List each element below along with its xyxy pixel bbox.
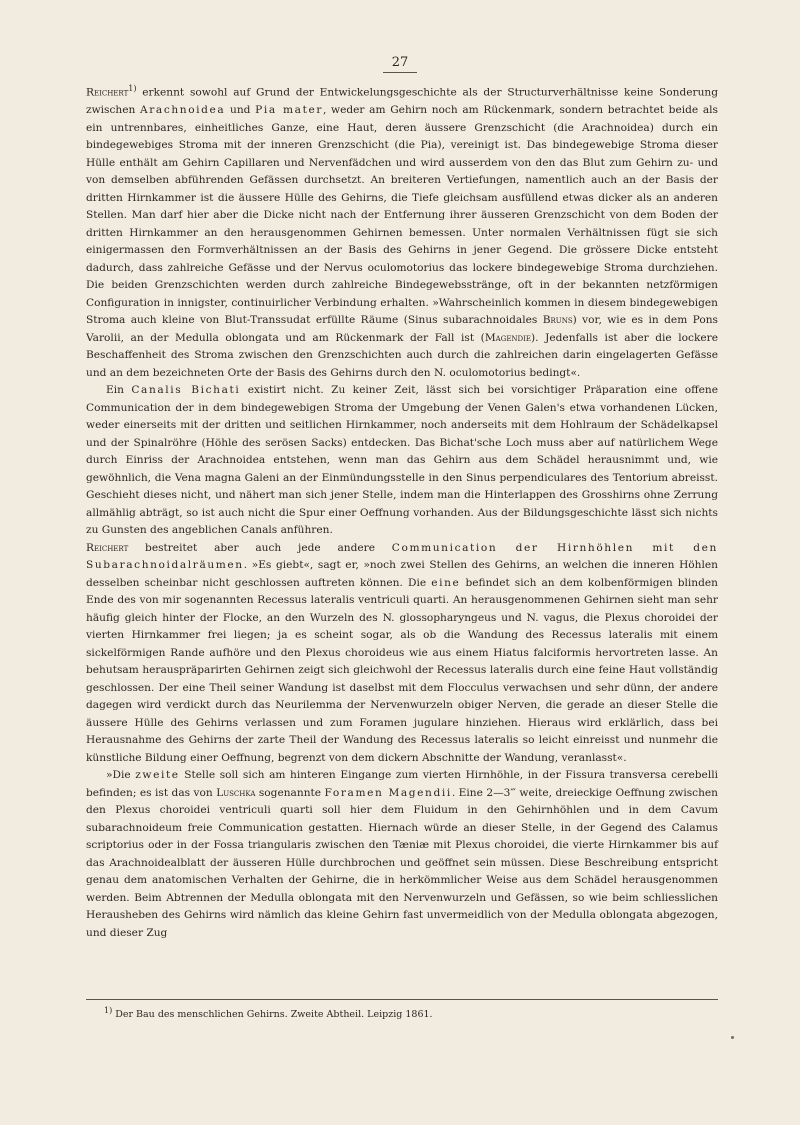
page-number-rule <box>383 72 417 73</box>
text-run: erkennt sowohl auf Grund der Entwickelungsgeschichte als der Structurverhältnisse keine Sonderung zwischen <box>86 86 718 117</box>
spaced-term: Communication der Hirnhöhlen mit den Subarachnoidalräumen <box>86 541 718 572</box>
paper-speck <box>731 1036 734 1039</box>
spaced-term: Pia mater <box>255 104 323 117</box>
paragraph-4 <box>86 767 718 942</box>
paragraph-2 <box>86 382 718 540</box>
text-run: . »Es giebt«, sagt er, »noch zwei Stellen des Gehirns, an welchen die inneren Höhlen desselben scheinbar nicht geschlossen auftreten können. Die <box>86 559 718 589</box>
text-run: existirt nicht. Zu keiner Zeit, lässt sich bei vorsichtiger Präparation eine offene Communication der in dem bindegewebigen Stroma der Umgebung der Venen Galen's etwa vorhandenen Lücken, weder einerseits mit der dritten und seitlichen Hirnkammer, noch anderseits mit dem Hohlraum der Schädelkapsel und der Spinalröhre (Höhle des serösen Sacks) entdecken. Das Bichat'sche Loch muss aber auf natürlichem Wege durch Einriss der Arachnoidea entstehen, wenn man das Gehirn aus dem Schädel herausnimmt und, wie gewöhnlich, die Vena magna Galeni an der Einmündungsstelle in den Sinus perpendiculares des Tentorium abreisst. Geschieht dieses nicht, und nähert man sich jener Stelle, indem man die Hinterlappen des Grosshirns ohne Zerrung allmählig abträgt, so ist auch nicht die Spur einer Oeffnung vorhanden. Aus der Bildungsgeschichte lässt sich nichts zu Gunsten des angeblichen Canals anführen. <box>86 384 719 537</box>
footnote <box>104 1004 704 1022</box>
spaced-term: Foramen Magendii <box>324 786 452 799</box>
text-run: bestreitet aber auch jede andere <box>128 541 392 554</box>
text-run: befindet sich an dem kolbenförmigen blinden Ende des von mir sogenannten Recessus lateralis ventriculi quarti. An herausgenommenen Gehirnen sieht man sehr häufig gleich hinter der Flocke, an den Wurzeln des N. glossopharyngeus und N. vagus, die Plexus choroidei der vierten Hirnkammer frei liegen; ja es scheint sogar, als ob die Wandung des Recessus lateralis mit einem sickelförmigen Rande aufhöre und den Plexus choroideus wie aus einem Hiatus falciformis hervortreten lasse. An behutsam herauspräparirten Gehirnen zeigt sich gleichwohl der Recessus lateralis durch eine feine Haut vollständig geschlossen. Der eine Theil seiner Wandung ist daselbst mit dem Flocculus verwachsen und sehr dünn, der andere dagegen wird verdickt durch das Neurilemma der Nervenwurzeln obiger Nerven, die gerade an dieser Stelle die äussere Hülle des Gehirns verlassen und zum Foramen jugulare hinziehen. Hieraus wird erklärlich, dass bei Herausnahme des Gehirns der zarte Theil der Wandung des Recessus lateralis so leicht einreisst und nunmehr die künstliche Bildung einer Oeffnung, begrenzt von dem dickern Abschnitte der Wandung, veranlasst«. <box>86 576 718 764</box>
cited-author: Bruns <box>542 314 573 327</box>
footnote-marker: 1) <box>128 84 137 93</box>
spaced-term: eine <box>431 576 461 589</box>
page-number: 27 <box>391 55 409 70</box>
text-run: und <box>225 104 256 117</box>
footnote-marker: 1) <box>104 1006 113 1015</box>
text-run: »Die <box>106 769 136 782</box>
spaced-term: Canalis Bichati <box>131 384 241 397</box>
footnote-rule <box>86 999 718 1000</box>
text-run: ) vor, wie es in dem Pons Varolii, an der Medulla oblongata und am Rückenmark der Fall ist ( <box>86 314 718 344</box>
text-run: Stelle soll sich am hinteren Eingange zum vierten Hirnhöhle, in der Fissura transversa cerebelli befinden; es ist das von <box>86 769 718 799</box>
text-run: Ein <box>106 384 132 397</box>
paragraph-3 <box>86 540 718 768</box>
author-name: Reichert <box>86 86 129 99</box>
text-run: ). Jedenfalls ist aber die lockere Beschaffenheit des Stroma zwischen den Grenzschichten auch durch die zahlreichen darin eingelagerten Gefässe und an dem bezeichneten Orte der Basis des Gehirns durch den N. oculomotorius bedingt«. <box>86 331 718 379</box>
spaced-term: Arachnoidea <box>140 104 226 117</box>
text-run: sogenannte <box>255 786 325 799</box>
cited-author: Magendie <box>484 331 532 344</box>
cited-author: Luschka <box>216 786 256 799</box>
author-name: Reichert <box>86 541 129 554</box>
spaced-term: zweite <box>135 769 180 782</box>
footnote-text: Der Bau des menschlichen Gehirns. Zweite Abtheil. Leipzig 1861. <box>112 1009 433 1021</box>
text-run: . Eine 2—3‴ weite, dreieckige Oeffnung zwischen den Plexus choroidei ventriculi quarti soll hier dem Fluidum in den Gehirnhöhlen und in dem Cavum subarachnoideum freie Communication gestatten. Hiernach würde an dieser Stelle, in der Gegend des Calamus scriptorius oder in der Fossa triangularis zwischen den Tæniæ mit Plexus choroidei, die vierte Hirnkammer bis auf das Arachnoidealblatt der äusseren Hülle durchbrochen und geöffnet sein müssen. Diese Beschreibung entspricht genau dem anatomischen Verhalten der Gehirne, die in herkömmlicher Weise aus dem Schädel herausgenommen werden. Beim Abtrennen der Medulla oblongata mit den Nervenwurzeln und Gefässen, so wie beim schliesslichen Herausheben des Gehirns wird nämlich das kleine Gehirn fast unvermeidlich von der Medulla oblongata abgezogen, und dieser Zug <box>86 786 719 939</box>
paragraph-1 <box>86 80 718 382</box>
text-run: , weder am Gehirn noch am Rückenmark, sondern betrachtet beide als ein untrennbares, einheitliches Ganze, eine Haut, deren äussere Grenzschicht (die Arachnoidea) durch ein bindegewebiges Stroma mit der inneren Grenzschicht (die Pia), vereinigt ist. Das bindegewebige Stroma dieser Hülle enthält am Gehirn Capillaren und Nervenfädchen und wird ausserdem von den das Blut zum Gehirn zu- und von demselben abführenden Gefässen durchsetzt. An breiteren Vertiefungen, namentlich auch an der Basis der dritten Hirnkammer ist die äussere Hülle des Gehirns, die Tiefe gleichsam ausfüllend etwas dicker als an anderen Stellen. Man darf hier aber die Dicke nicht nach der Entfernung ihrer äusseren Grenzschicht von dem Boden der dritten Hirnkammer an den herausgenommen Gehirnen bemessen. Unter normalen Verhältnissen fügt sie sich einigermassen den Formverhältnissen an der Basis des Gehirns in jener Gegend. Die grössere Dicke entsteht dadurch, dass zahlreiche Gefässe und der Nervus oculomotorius das lockere bindegewebige Stroma durchziehen. Die beiden Grenzschichten werden durch zahlreiche Bindegewebsstränge, oft in der bekannten netzförmigen Configuration in innigster, continuirlicher Verbindung erhalten. »Wahrscheinlich kommen in diesem bindegewebigen Stroma auch kleine von Blut-Transsudat erfüllte Räume (Sinus subarachnoidales <box>86 104 718 327</box>
body-text <box>86 80 718 942</box>
